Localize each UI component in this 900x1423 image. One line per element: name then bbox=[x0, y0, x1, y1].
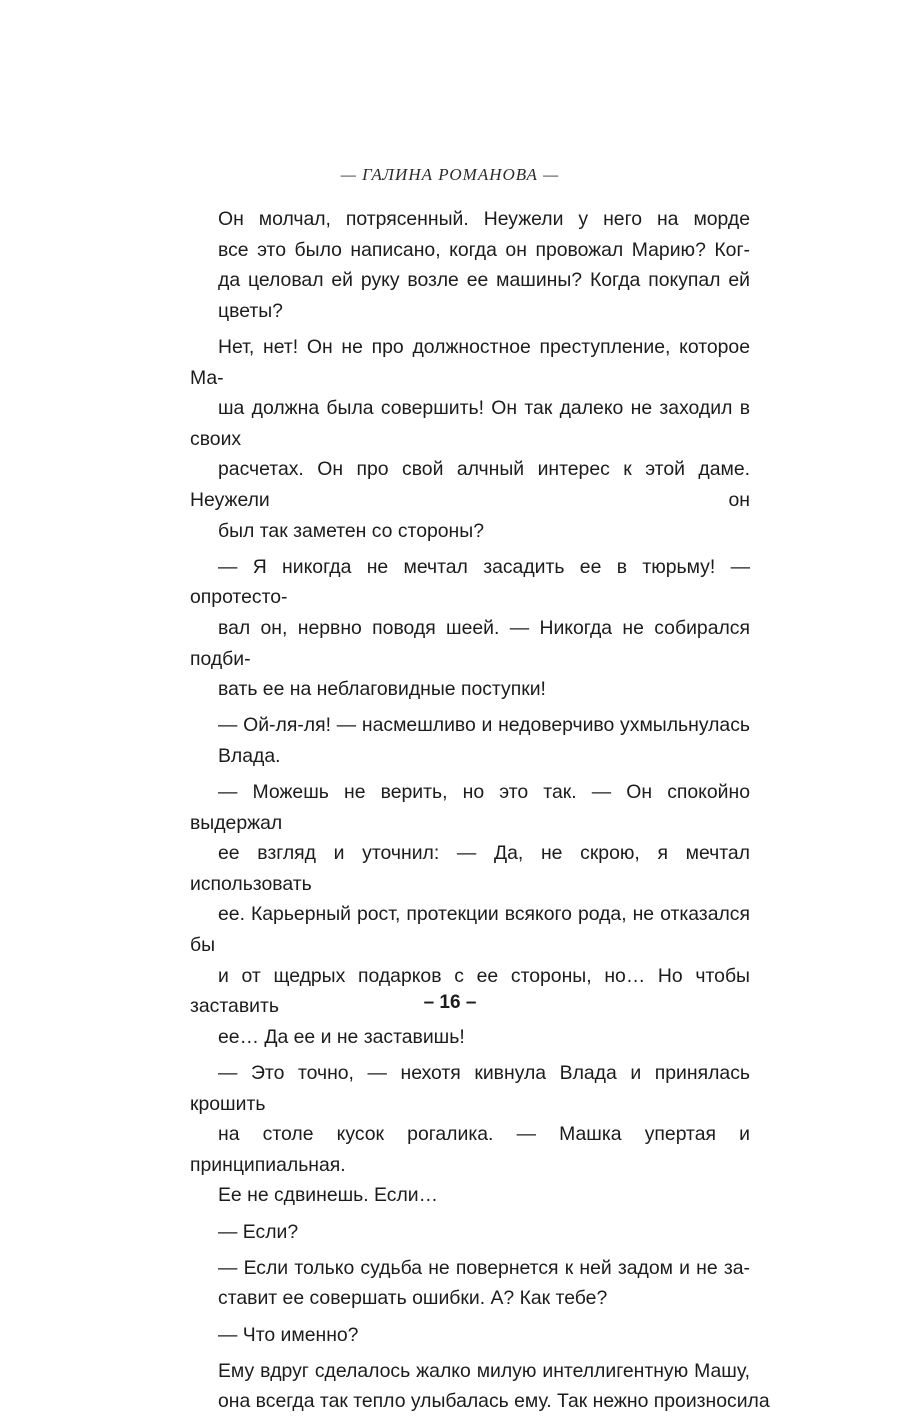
text-line: — Я никогда не мечтал засадить ее в тюрьму! — опротесто- bbox=[190, 555, 750, 609]
text-line: и от щедрых подарков с ее стороны, но… Но чтобы заставить bbox=[190, 964, 750, 1018]
paragraph bbox=[190, 204, 750, 326]
text-line: Влада. bbox=[218, 744, 281, 767]
text-line: Ему вдруг сделалось жалко милую интеллигентную Машу, bbox=[218, 1359, 750, 1382]
paragraph bbox=[190, 1217, 750, 1248]
paragraph bbox=[190, 1356, 770, 1417]
text-line: — Ой-ля-ля! — насмешливо и недоверчиво ухмыльнулась bbox=[218, 714, 750, 737]
text-line: ее… Да ее и не заставишь! bbox=[218, 1025, 465, 1048]
paragraph bbox=[190, 552, 750, 705]
running-header: — ГАЛИНА РОМАНОВА — bbox=[340, 165, 560, 184]
page-number: – 16 – bbox=[423, 992, 477, 1013]
text-line: ставит ее совершать ошибки. А? Как тебе? bbox=[218, 1287, 608, 1310]
paragraph bbox=[190, 1320, 750, 1351]
text-line: цветы? bbox=[218, 299, 283, 322]
text-line: да целовал ей руку возле ее машины? Когда покупал ей bbox=[218, 269, 750, 292]
body-text bbox=[190, 204, 770, 1423]
paragraph bbox=[190, 1058, 750, 1211]
text-line: на столе кусок рогалика. — Машка упертая и принципиальная. bbox=[190, 1123, 750, 1176]
text-line: был так заметен со стороны? bbox=[218, 519, 484, 542]
text-line: расчетах. Он про свой алчный интерес к этой даме. Неужели он bbox=[190, 458, 750, 511]
text-line: — Что именно? bbox=[218, 1323, 359, 1346]
text-line: ша должна была совершить! Он так далеко не заходил в своих bbox=[190, 397, 750, 450]
text-line: — Это точно, — нехотя кивнула Влада и принялась крошить bbox=[190, 1062, 750, 1115]
paragraph bbox=[190, 1253, 750, 1314]
text-line: ее взгляд и уточнил: — Да, не скрою, я мечтал использовать bbox=[190, 842, 750, 895]
paragraph bbox=[190, 332, 750, 546]
paragraph bbox=[190, 710, 750, 771]
text-line: она всегда так тепло улыбалась ему. Так нежно произносила bbox=[218, 1390, 770, 1413]
text-line: — Если только судьба не повернется к ней задом и не за- bbox=[218, 1256, 750, 1279]
text-line: Ее не сдвинешь. Если… bbox=[218, 1184, 439, 1207]
text-line: вал он, нервно поводя шеей. — Никогда не собирался подби- bbox=[190, 616, 750, 670]
text-line: Он молчал, потрясенный. Неужели у него на морде bbox=[218, 208, 750, 230]
text-line: вать ее на неблаговидные поступки! bbox=[218, 678, 546, 701]
text-line: — Если? bbox=[218, 1220, 299, 1243]
text-line: — Можешь не верить, но это так. — Он спокойно выдержал bbox=[190, 781, 750, 834]
text-line: ее. Карьерный рост, протекции всякого рода, не отказался бы bbox=[190, 903, 750, 957]
text-line: Нет, нет! Он не про должностное преступление, которое Ма- bbox=[190, 335, 750, 389]
text-line: все это было написано, когда он провожал Марию? Ког- bbox=[218, 238, 750, 261]
